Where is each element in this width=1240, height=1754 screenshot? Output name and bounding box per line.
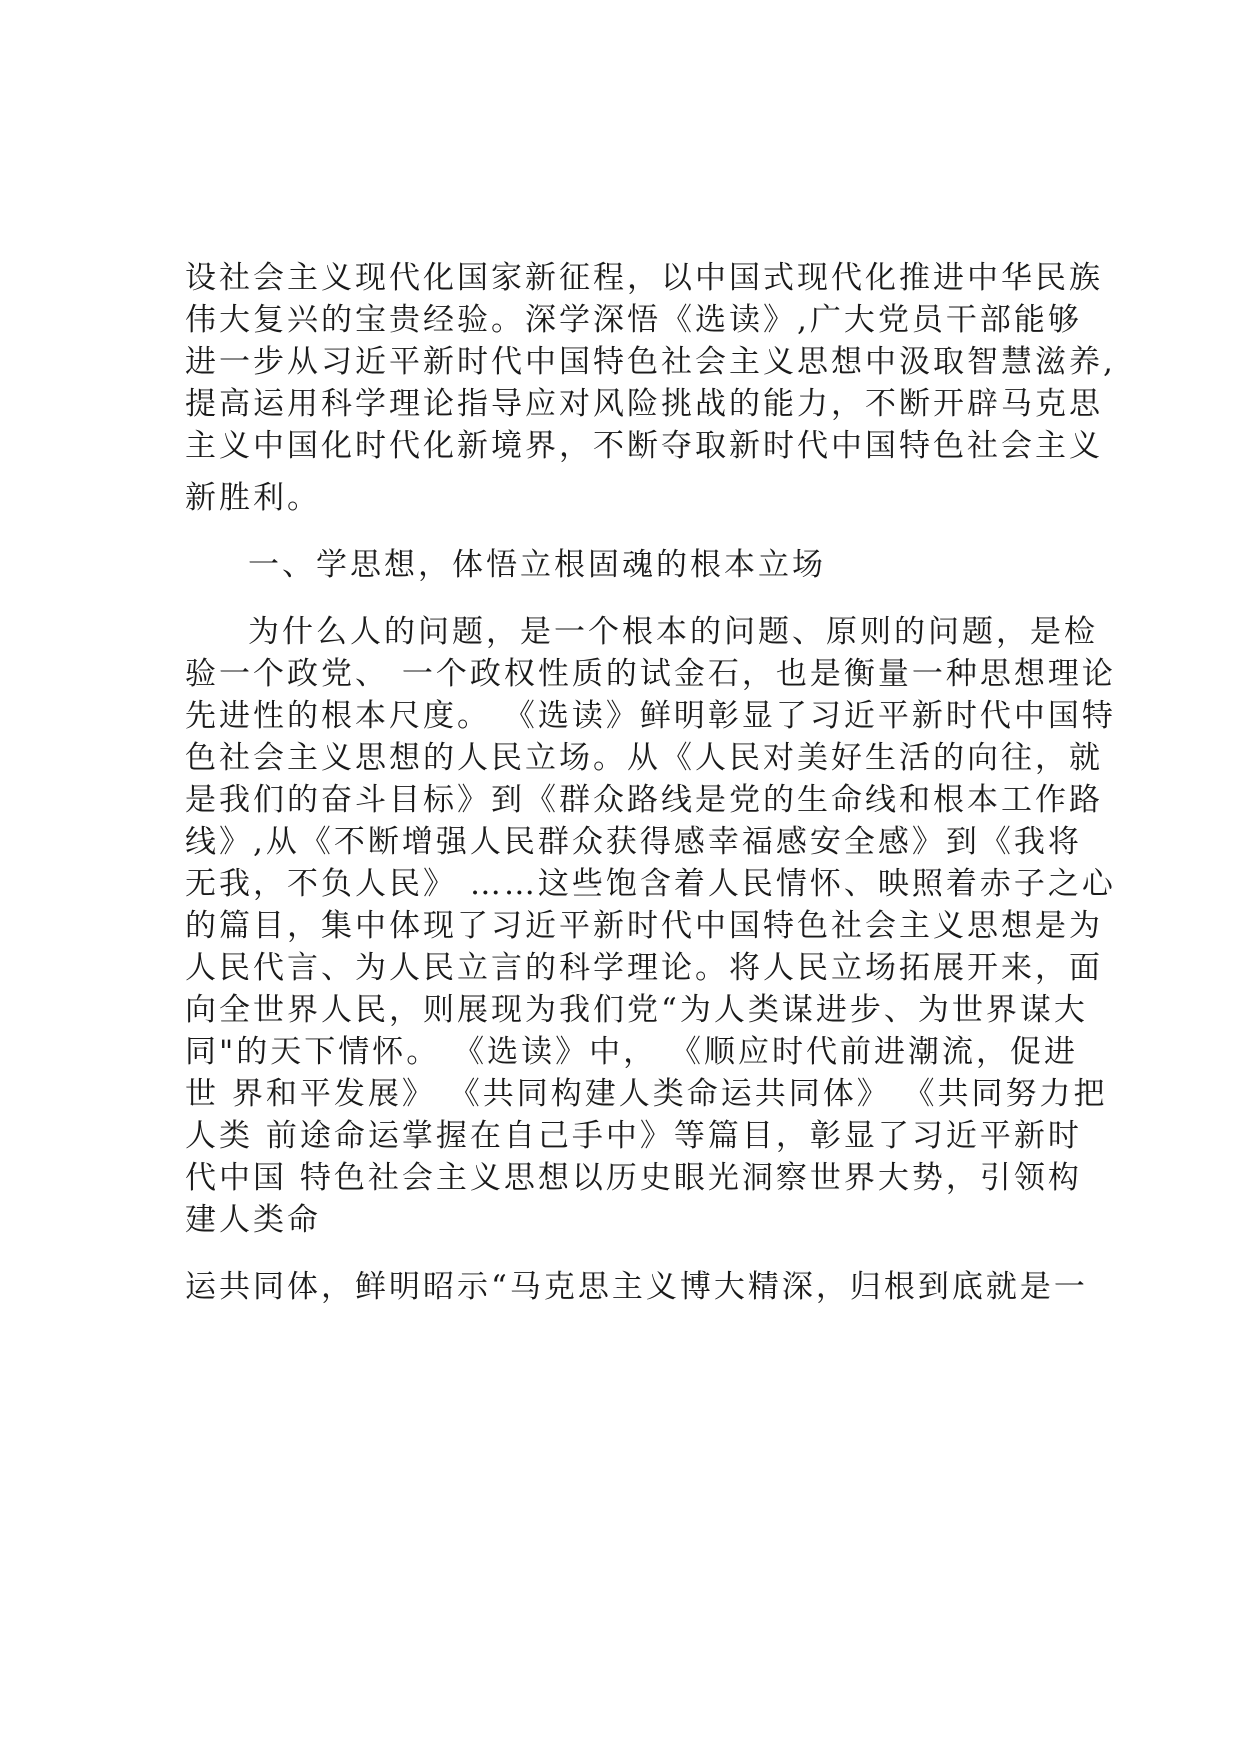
body-line-2: 验一个政党、 一个政权性质的试金石，也是衡量一种思想理论 [185, 656, 1116, 692]
intro-line-6: 新胜利。 [185, 480, 321, 516]
intro-line-4: 提高运用科学理论指导应对风险挑战的能力，不断开辟马克思 [185, 386, 1103, 422]
body-line-4: 色社会主义思想的人民立场。从《人民对美好生活的向往，就 [185, 740, 1103, 776]
body-line-7: 无我，不负人民》 ……这些饱含着人民情怀、映照着赤子之心 [185, 866, 1116, 902]
body-line-15: 建人类命 [185, 1202, 321, 1238]
body-line-3: 先进性的根本尺度。 《选读》鲜明彰显了习近平新时代中国特 [185, 698, 1116, 734]
continuation-line: 运共同体，鲜明昭示“马克思主义博大精深，归根到底就是一 [185, 1269, 1088, 1305]
body-line-14: 代中国 特色社会主义思想以历史眼光洞察世界大势，引领构 [185, 1160, 1082, 1196]
intro-line-3: 进一步从习近平新时代中国特色社会主义思想中汲取智慧滋养, [185, 344, 1116, 380]
body-line-8: 的篇目，集中体现了习近平新时代中国特色社会主义思想是为 [185, 908, 1103, 944]
intro-line-5: 主义中国化时代化新境界，不断夺取新时代中国特色社会主义 [185, 428, 1103, 464]
intro-line-1: 设社会主义现代化国家新征程，以中国式现代化推进中华民族 [185, 260, 1103, 296]
body-line-12: 世 界和平发展》 《共同构建人类命运共同体》 《共同努力把 [185, 1076, 1108, 1112]
body-line-5: 是我们的奋斗目标》到《群众路线是党的生命线和根本工作路 [185, 782, 1103, 818]
body-line-1: 为什么人的问题，是一个根本的问题、原则的问题，是检 [248, 614, 1098, 650]
body-line-10: 向全世界人民，则展现为我们党“为人类谋进步、为世界谋大 [185, 992, 1088, 1028]
intro-line-2: 伟大复兴的宝贵经验。深学深悟《选读》,广大党员干部能够 [185, 302, 1082, 338]
body-line-11: 同"的天下情怀。 《选读》中， 《顺应时代前进潮流，促进 [185, 1034, 1078, 1070]
body-line-6: 线》,从《不断增强人民群众获得感幸福感安全感》到《我将 [185, 824, 1082, 860]
body-line-13: 人类 前途命运掌握在自己手中》等篇目，彰显了习近平新时 [185, 1118, 1082, 1154]
section-heading: 一、学思想，体悟立根固魂的根本立场 [248, 547, 826, 583]
body-line-9: 人民代言、为人民立言的科学理论。将人民立场拓展开来，面 [185, 950, 1103, 986]
